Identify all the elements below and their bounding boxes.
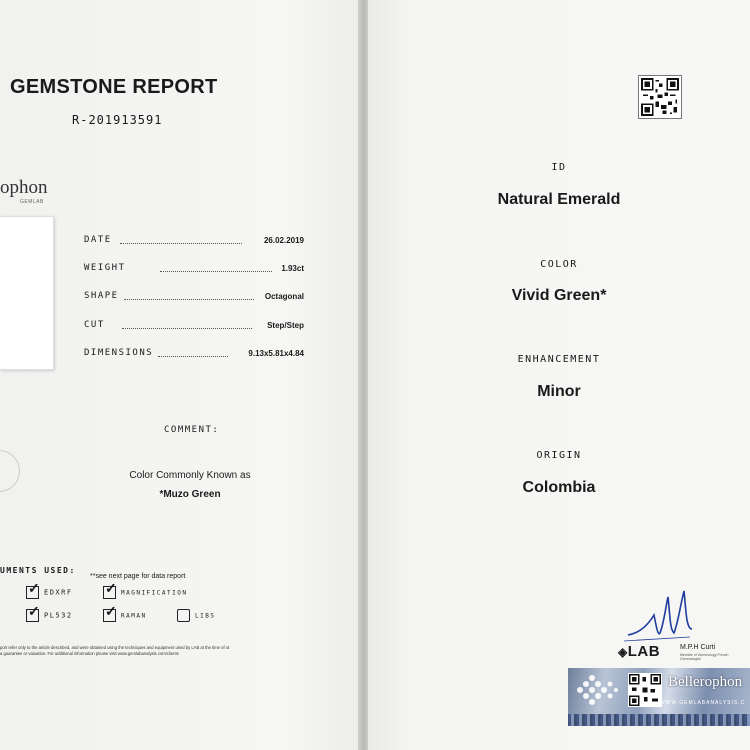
instrument-label: PL532 bbox=[44, 611, 73, 620]
spec-row-cut bbox=[84, 320, 304, 334]
spec-row-shape bbox=[84, 291, 304, 305]
report-number: R-201913591 bbox=[72, 113, 163, 127]
signature-graphic bbox=[620, 585, 720, 650]
instrument-edxrf bbox=[26, 580, 73, 599]
hologram-pattern-icon bbox=[574, 672, 622, 708]
hologram-stripes bbox=[568, 714, 750, 726]
spec-row-date bbox=[84, 235, 304, 249]
spec-value: 1.93ct bbox=[281, 264, 304, 273]
signatory-name: M.P.H Curti bbox=[680, 644, 716, 651]
qr-code-icon bbox=[638, 75, 682, 119]
instrument-libs bbox=[177, 609, 215, 622]
lab-logo-mark-icon: ◈ bbox=[618, 645, 628, 659]
checkbox-checked-icon: ✓ bbox=[26, 609, 39, 622]
brand-logo-sub: GEMLAB bbox=[20, 199, 44, 205]
field-value-id: Natural Emerald bbox=[497, 191, 621, 208]
instrument-label: LIBS bbox=[195, 612, 216, 620]
comment-title: COMMENT: bbox=[164, 425, 220, 435]
lab-logo-text: LAB bbox=[627, 643, 661, 660]
spec-label: WEIGHT bbox=[84, 263, 126, 273]
checkbox-checked-icon: ✓ bbox=[103, 609, 116, 622]
comment-trade-name: *Muzo Green bbox=[159, 489, 221, 500]
instruments-title: UMENTS USED: bbox=[0, 566, 76, 575]
lab-logo bbox=[618, 643, 660, 660]
spec-value: Octagonal bbox=[264, 292, 304, 301]
spec-value: Step/Step bbox=[267, 321, 304, 330]
instrument-label: RAMAN bbox=[121, 612, 147, 620]
signatory-title: Member of Gemmology French Gemmologist bbox=[680, 653, 729, 661]
spec-label: DATE bbox=[84, 235, 112, 245]
hologram-website: WWW.GEMLABANALYSIS.C bbox=[660, 700, 746, 706]
gem-photo-frame bbox=[0, 216, 54, 370]
comment-text: Color Commonly Known as bbox=[129, 470, 251, 481]
report-title: GEMSTONE REPORT bbox=[10, 76, 218, 98]
spec-label: SHAPE bbox=[84, 291, 119, 301]
spec-value: 9.13x5.81x4.84 bbox=[248, 349, 304, 358]
spec-value: 26.02.2019 bbox=[263, 236, 304, 245]
field-value-enhancement: Minor bbox=[537, 383, 581, 400]
checkbox-empty-icon bbox=[177, 609, 190, 622]
instrument-magnification bbox=[103, 580, 188, 599]
hologram-brand: Bellerophon bbox=[668, 674, 743, 690]
spec-row-weight bbox=[84, 263, 304, 277]
hologram-qr-icon bbox=[628, 673, 662, 707]
instrument-label: MAGNIFICATION bbox=[121, 589, 188, 597]
field-label-origin: ORIGIN bbox=[536, 450, 582, 461]
field-label-color: COLOR bbox=[540, 259, 578, 270]
disclaimer-text: port refer only to the article described, and were obtained using the techniques and equipment used by LAB at the time of ot a guarantee or valuation. For additional information please visit www.gemlabanalysis.com/clients bbox=[0, 645, 230, 656]
instrument-pl532 bbox=[26, 603, 73, 622]
instrument-label: EDXRF bbox=[44, 588, 73, 597]
left-page bbox=[0, 0, 360, 750]
checkbox-checked-icon: ✓ bbox=[103, 586, 116, 599]
field-label-enhancement: ENHANCEMENT bbox=[517, 354, 601, 365]
see-next-page-note: **see next page for data report bbox=[90, 573, 186, 580]
field-value-color: Vivid Green* bbox=[511, 287, 607, 304]
brand-logo-partial: ophon bbox=[0, 177, 48, 198]
checkbox-checked-icon: ✓ bbox=[26, 586, 39, 599]
field-label-id: ID bbox=[551, 162, 567, 173]
instrument-raman bbox=[103, 603, 147, 622]
spec-label: DIMENSIONS bbox=[84, 348, 154, 358]
spec-row-dimensions bbox=[84, 348, 304, 362]
spec-label: CUT bbox=[84, 320, 105, 330]
field-value-origin: Colombia bbox=[522, 479, 596, 496]
